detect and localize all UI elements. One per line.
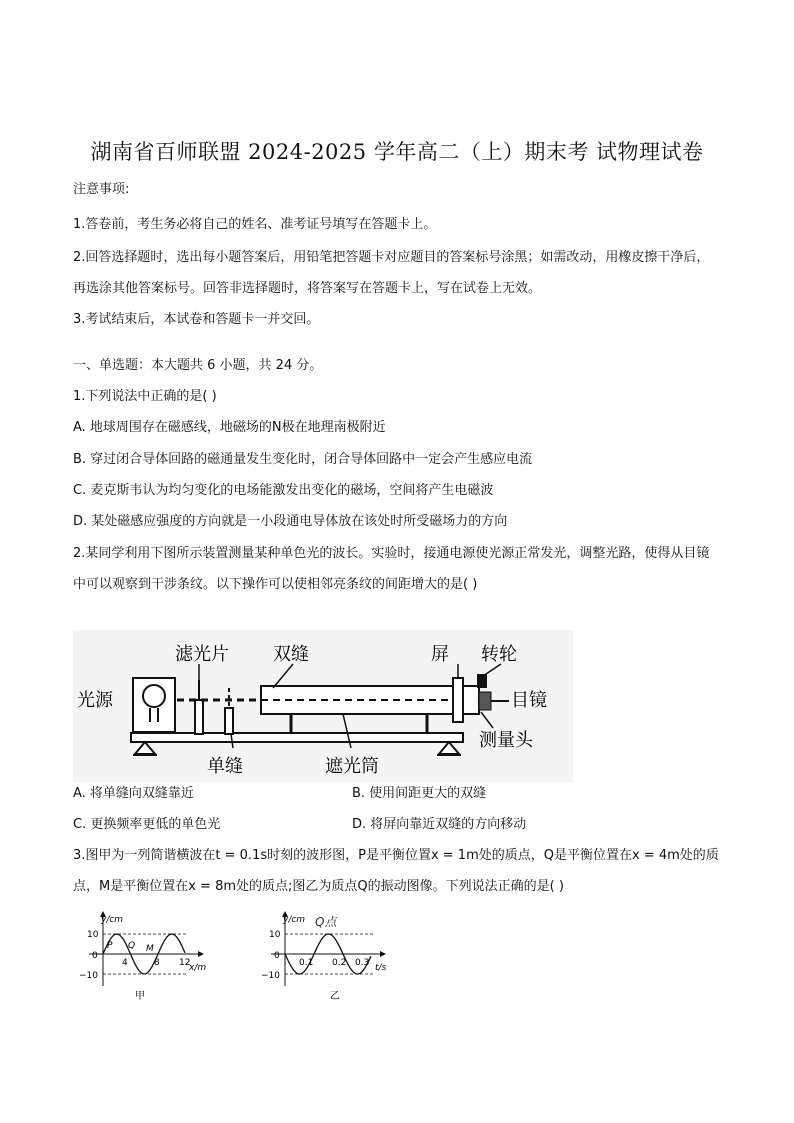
yi-ytick-10: 10	[269, 930, 281, 940]
label-single-slit: 单缝	[207, 756, 243, 777]
point-p: P	[107, 941, 113, 951]
q2-option-c: C. 更换频率更低的单色光	[73, 817, 221, 832]
light-source-box	[133, 678, 175, 732]
jia-ylabel: y/cm	[101, 915, 124, 925]
measuring-head-body	[463, 686, 479, 714]
section-heading: 一、单选题：本大题共 6 小题，共 24 分。	[73, 358, 323, 373]
notice-heading: 注意事项:	[73, 182, 130, 197]
interference-apparatus-figure	[73, 630, 573, 782]
yi-xtick-03: 0.3	[355, 958, 370, 968]
screen-plate	[453, 678, 463, 722]
optical-bench	[131, 733, 463, 742]
q2-stem: 2.某同学利用下图所示装置测量某种单色光的波长。实验时，接通电源使光源正常发光，调整光路，使得从目镜中可以观察到干涉条纹。以下操作可以使相邻亮条纹的间距增大的是( )	[73, 546, 710, 592]
label-filter: 滤光片	[175, 644, 229, 665]
yi-xtick-01: 0.1	[299, 958, 314, 968]
jia-xtick-4: 4	[122, 958, 128, 968]
yi-caption: 乙	[330, 991, 340, 1002]
q2-option-d: D. 将屏向靠近双缝的方向移动	[352, 817, 527, 832]
label-tube: 遮光筒	[325, 756, 379, 777]
label-measuring-head: 测量头	[479, 730, 533, 751]
point-q: Q	[128, 941, 136, 951]
jia-ytick-10: 10	[87, 930, 99, 940]
handwritten-note: Q点	[315, 915, 337, 929]
notice-item-3: 3.考试结束后，本试卷和答题卡一并交回。	[73, 312, 320, 327]
notice-item-2: 2.回答选择题时，选出每小题答案后，用铅笔把答题卡对应题目的答案标号涂黑；如需改动，用橡皮擦干净后，再选涂其他答案标号。回答非选择题时，将答案写在答题卡上，写在试卷上无效。	[73, 250, 710, 296]
jia-ytick-neg10: −10	[79, 971, 98, 981]
q1-option-c: C. 麦克斯韦认为均匀变化的电场能激发出变化的磁场，空间将产生电磁波	[73, 483, 494, 498]
jia-ytick-0: 0	[92, 951, 98, 961]
q1-option-a: A. 地球周围存在磁感线，地磁场的N极在地理南极附近	[73, 420, 386, 435]
jia-caption: 甲	[135, 991, 145, 1002]
q1-stem: 1.下列说法中正确的是( )	[73, 389, 217, 404]
yi-ytick-0: 0	[274, 951, 280, 961]
jia-xlabel: x/m	[189, 963, 207, 973]
yi-xlabel: t/s	[375, 963, 387, 973]
point-m: M	[146, 944, 154, 954]
label-double-slit: 双缝	[273, 644, 309, 665]
yi-ylabel: y/cm	[283, 915, 306, 925]
label-wheel: 转轮	[481, 644, 517, 665]
single-slit-holder	[225, 708, 233, 734]
q3-stem: 3.图甲为一列简谐横波在t = 0.1s时刻的波形图，P是平衡位置x = 1m处的质点，Q是平衡位置在x = 4m处的质点，M是平衡位置在x = 8m处的质点;图乙为质点Q的振动图像。下列说法正确的是( )	[73, 848, 719, 894]
label-screen: 屏	[431, 644, 449, 665]
jia-xtick-12: 12	[179, 958, 191, 968]
notice-item-1: 1.答卷前，考生务必将自己的姓名、准考证号填写在答题卡上。	[73, 217, 437, 232]
label-eyepiece: 目镜	[511, 690, 547, 711]
q2-option-a: A. 将单缝向双缝靠近	[73, 786, 194, 801]
q2-option-b: B. 使用间距更大的双缝	[352, 786, 487, 801]
eyepiece-body	[479, 692, 491, 710]
wheel-knob	[477, 674, 487, 688]
vibration-graph-yi	[255, 908, 405, 1002]
exam-title: 湖南省百师联盟 2024-2025 学年高二（上）期末考 试物理试卷	[90, 140, 704, 164]
yi-xtick-02: 0.2	[332, 958, 347, 968]
yi-ytick-neg10: −10	[261, 971, 280, 981]
filter-holder	[195, 700, 203, 734]
q1-option-d: D. 某处磁感应强度的方向就是一小段通电导体放在该处时所受磁场力的方向	[73, 514, 508, 529]
jia-xtick-8: 8	[154, 958, 160, 968]
q1-option-b: B. 穿过闭合导体回路的磁通量发生变化时，闭合导体回路中一定会产生感应电流	[73, 452, 533, 467]
label-light-source: 光源	[77, 690, 113, 711]
wave-graph-jia	[73, 908, 223, 1002]
